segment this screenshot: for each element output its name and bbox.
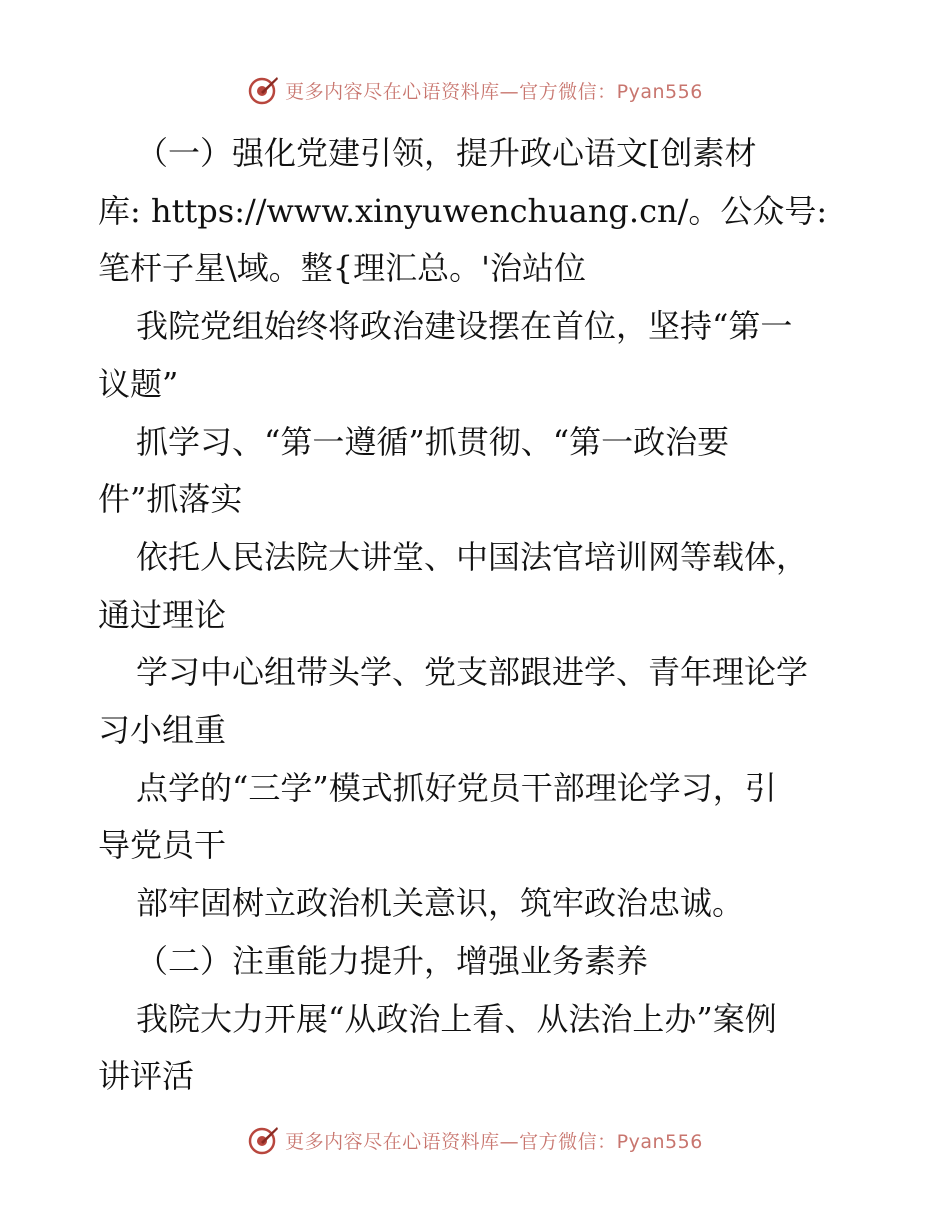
quill-seal-icon xyxy=(247,1123,281,1157)
header-watermark xyxy=(0,70,950,110)
text-line: 部牢固树立政治机关意识，筑牢政治忠诚。 xyxy=(136,884,745,923)
text-line: 我院大力开展“从政治上看、从法治上办”案例 xyxy=(136,999,777,1038)
text-line: 我院党组始终将政治建设摆在首位，坚持“第一 xyxy=(136,307,793,346)
text-line: 库: https://www.xinyuwenchuang.cn/。公众号: xyxy=(98,191,828,230)
text-line: 件”抓落实 xyxy=(98,480,243,519)
text-line: 学习中心组带头学、党支部跟进学、青年理论学 xyxy=(136,653,809,692)
text-line: 通过理论 xyxy=(98,595,227,634)
text-line: （二）注重能力提升，增强业务素养 xyxy=(136,941,649,980)
document-body xyxy=(98,125,858,1106)
text-line: 议题” xyxy=(98,364,179,403)
text-line: 笔杆子星\域。整{理汇总。'治站位 xyxy=(98,249,586,288)
text-line: 依托人民法院大讲堂、中国法官培训网等载体， xyxy=(136,537,809,576)
text-line: 点学的“三学”模式抓好党员干部理论学习，引 xyxy=(136,768,777,807)
text-line: 习小组重 xyxy=(98,711,227,750)
text-line: 导党员干 xyxy=(98,826,227,865)
text-line: 讲评活 xyxy=(98,1057,195,1096)
watermark-text: 更多内容尽在心语资料库—官方微信：Pyan556 xyxy=(285,1130,703,1153)
text-line: （一）强化党建引领，提升政心语文[创素材 xyxy=(136,134,757,172)
text-line: 抓学习、“第一遵循”抓贯彻、“第一政治要 xyxy=(136,422,730,461)
footer-watermark xyxy=(0,1120,950,1160)
quill-seal-icon xyxy=(247,73,281,107)
watermark-text: 更多内容尽在心语资料库—官方微信：Pyan556 xyxy=(285,80,703,103)
